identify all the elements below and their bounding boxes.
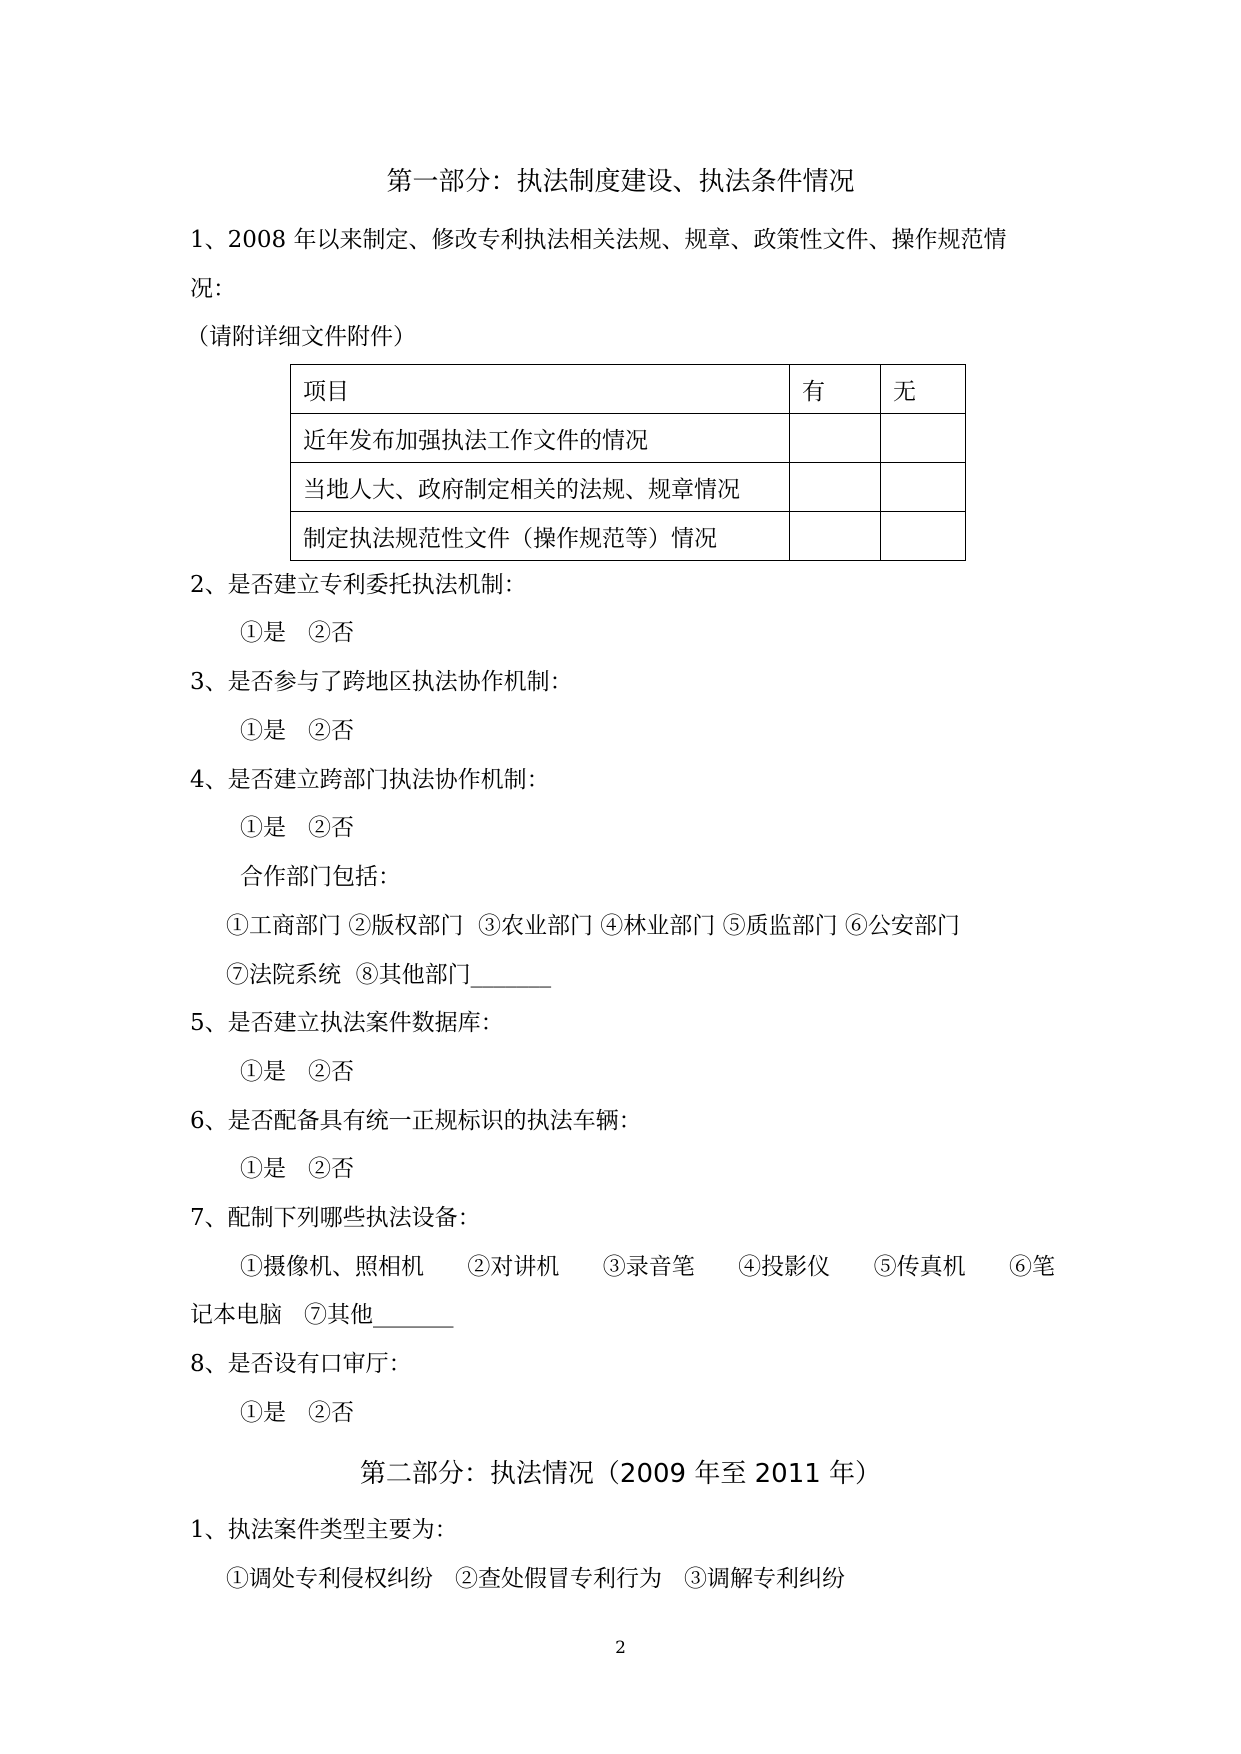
option-no[interactable]: ②否 bbox=[308, 718, 354, 744]
table-row bbox=[291, 414, 966, 463]
yes-cell[interactable] bbox=[790, 463, 881, 512]
question-2-options bbox=[240, 618, 354, 648]
question-6: 6、是否配备具有统一正规标识的执法车辆： bbox=[190, 1108, 642, 1134]
question-2: 2、是否建立专利委托执法机制： bbox=[190, 572, 527, 598]
department-option[interactable]: ②版权部门 bbox=[348, 913, 464, 939]
case-type-option[interactable]: ①调处专利侵权纠纷 bbox=[226, 1566, 433, 1592]
department-option[interactable]: ⑦法院系统 bbox=[226, 962, 341, 988]
page-number: 2 bbox=[615, 1638, 626, 1658]
question-1-line1: 1、2008 年以来制定、修改专利执法相关法规、规章、政策性文件、操作规范情 bbox=[190, 227, 1007, 253]
department-option[interactable]: ⑤质监部门 bbox=[722, 913, 838, 939]
department-option[interactable]: ①工商部门 bbox=[226, 913, 341, 939]
case-type-option[interactable]: ③调解专利纠纷 bbox=[684, 1566, 845, 1592]
option-yes[interactable]: ①是 bbox=[240, 1059, 286, 1085]
question-3-options bbox=[240, 716, 354, 746]
option-no[interactable]: ②否 bbox=[308, 1400, 354, 1426]
table-header-row bbox=[291, 365, 966, 414]
yes-cell[interactable] bbox=[790, 512, 881, 561]
question-7: 7、配制下列哪些执法设备： bbox=[190, 1205, 481, 1231]
equipment-option[interactable]: ②对讲机 bbox=[467, 1254, 560, 1280]
equipment-option-other[interactable]: ⑦其他_______ bbox=[304, 1302, 454, 1328]
header-no: 无 bbox=[881, 365, 966, 414]
option-yes[interactable]: ①是 bbox=[240, 1156, 286, 1182]
row-label: 近年发布加强执法工作文件的情况 bbox=[291, 414, 790, 463]
question-5-options bbox=[240, 1057, 354, 1087]
yes-cell[interactable] bbox=[790, 414, 881, 463]
departments-line-2 bbox=[226, 960, 551, 990]
option-no[interactable]: ②否 bbox=[308, 1156, 354, 1182]
department-option[interactable]: ⑥公安部门 bbox=[844, 913, 960, 939]
table-row bbox=[291, 463, 966, 512]
equipment-option[interactable]: ④投影仪 bbox=[738, 1254, 831, 1280]
equipment-line-1 bbox=[240, 1252, 1055, 1282]
option-yes[interactable]: ①是 bbox=[240, 815, 286, 841]
department-option[interactable]: ③农业部门 bbox=[477, 913, 593, 939]
question-8: 8、是否设有口审厅： bbox=[190, 1351, 412, 1377]
equipment-option[interactable]: ③录音笔 bbox=[602, 1254, 695, 1280]
case-type-options bbox=[226, 1564, 845, 1594]
part1-title: 第一部分：执法制度建设、执法条件情况 bbox=[386, 167, 855, 197]
departments-line-1 bbox=[226, 911, 960, 941]
case-type-option[interactable]: ②查处假冒专利行为 bbox=[455, 1566, 662, 1592]
equipment-line-2 bbox=[190, 1300, 454, 1330]
question-4-options bbox=[240, 813, 354, 843]
option-yes[interactable]: ①是 bbox=[240, 718, 286, 744]
regulations-table bbox=[290, 364, 966, 561]
question-6-options bbox=[240, 1154, 354, 1184]
part2-question-1: 1、执法案件类型主要为： bbox=[190, 1517, 458, 1543]
equipment-option[interactable]: ⑤传真机 bbox=[873, 1254, 966, 1280]
option-no[interactable]: ②否 bbox=[308, 1059, 354, 1085]
question-3: 3、是否参与了跨地区执法协作机制： bbox=[190, 669, 573, 695]
attachment-note: （请附详细文件附件） bbox=[186, 324, 416, 350]
row-label: 制定执法规范性文件（操作规范等）情况 bbox=[291, 512, 790, 561]
question-4: 4、是否建立跨部门执法协作机制： bbox=[190, 767, 550, 793]
equipment-option[interactable]: ①摄像机、照相机 bbox=[240, 1254, 424, 1280]
question-5: 5、是否建立执法案件数据库： bbox=[190, 1010, 504, 1036]
option-no[interactable]: ②否 bbox=[308, 815, 354, 841]
partner-departments-label: 合作部门包括： bbox=[240, 864, 401, 890]
option-yes[interactable]: ①是 bbox=[240, 620, 286, 646]
table-row bbox=[291, 512, 966, 561]
option-yes[interactable]: ①是 bbox=[240, 1400, 286, 1426]
part2-title: 第二部分：执法情况（2009 年至 2011 年） bbox=[359, 1459, 882, 1489]
department-option-other[interactable]: ⑧其他部门_______ bbox=[355, 962, 552, 988]
equipment-option[interactable]: ⑥笔 bbox=[1008, 1254, 1055, 1280]
no-cell[interactable] bbox=[881, 463, 966, 512]
department-option[interactable]: ④林业部门 bbox=[600, 913, 716, 939]
header-item: 项目 bbox=[291, 365, 790, 414]
question-1-line2: 况： bbox=[190, 276, 236, 302]
question-8-options bbox=[240, 1398, 354, 1428]
header-yes: 有 bbox=[790, 365, 881, 414]
equipment-option-continued: 记本电脑 bbox=[190, 1302, 282, 1328]
option-no[interactable]: ②否 bbox=[308, 620, 354, 646]
no-cell[interactable] bbox=[881, 414, 966, 463]
no-cell[interactable] bbox=[881, 512, 966, 561]
row-label: 当地人大、政府制定相关的法规、规章情况 bbox=[291, 463, 790, 512]
